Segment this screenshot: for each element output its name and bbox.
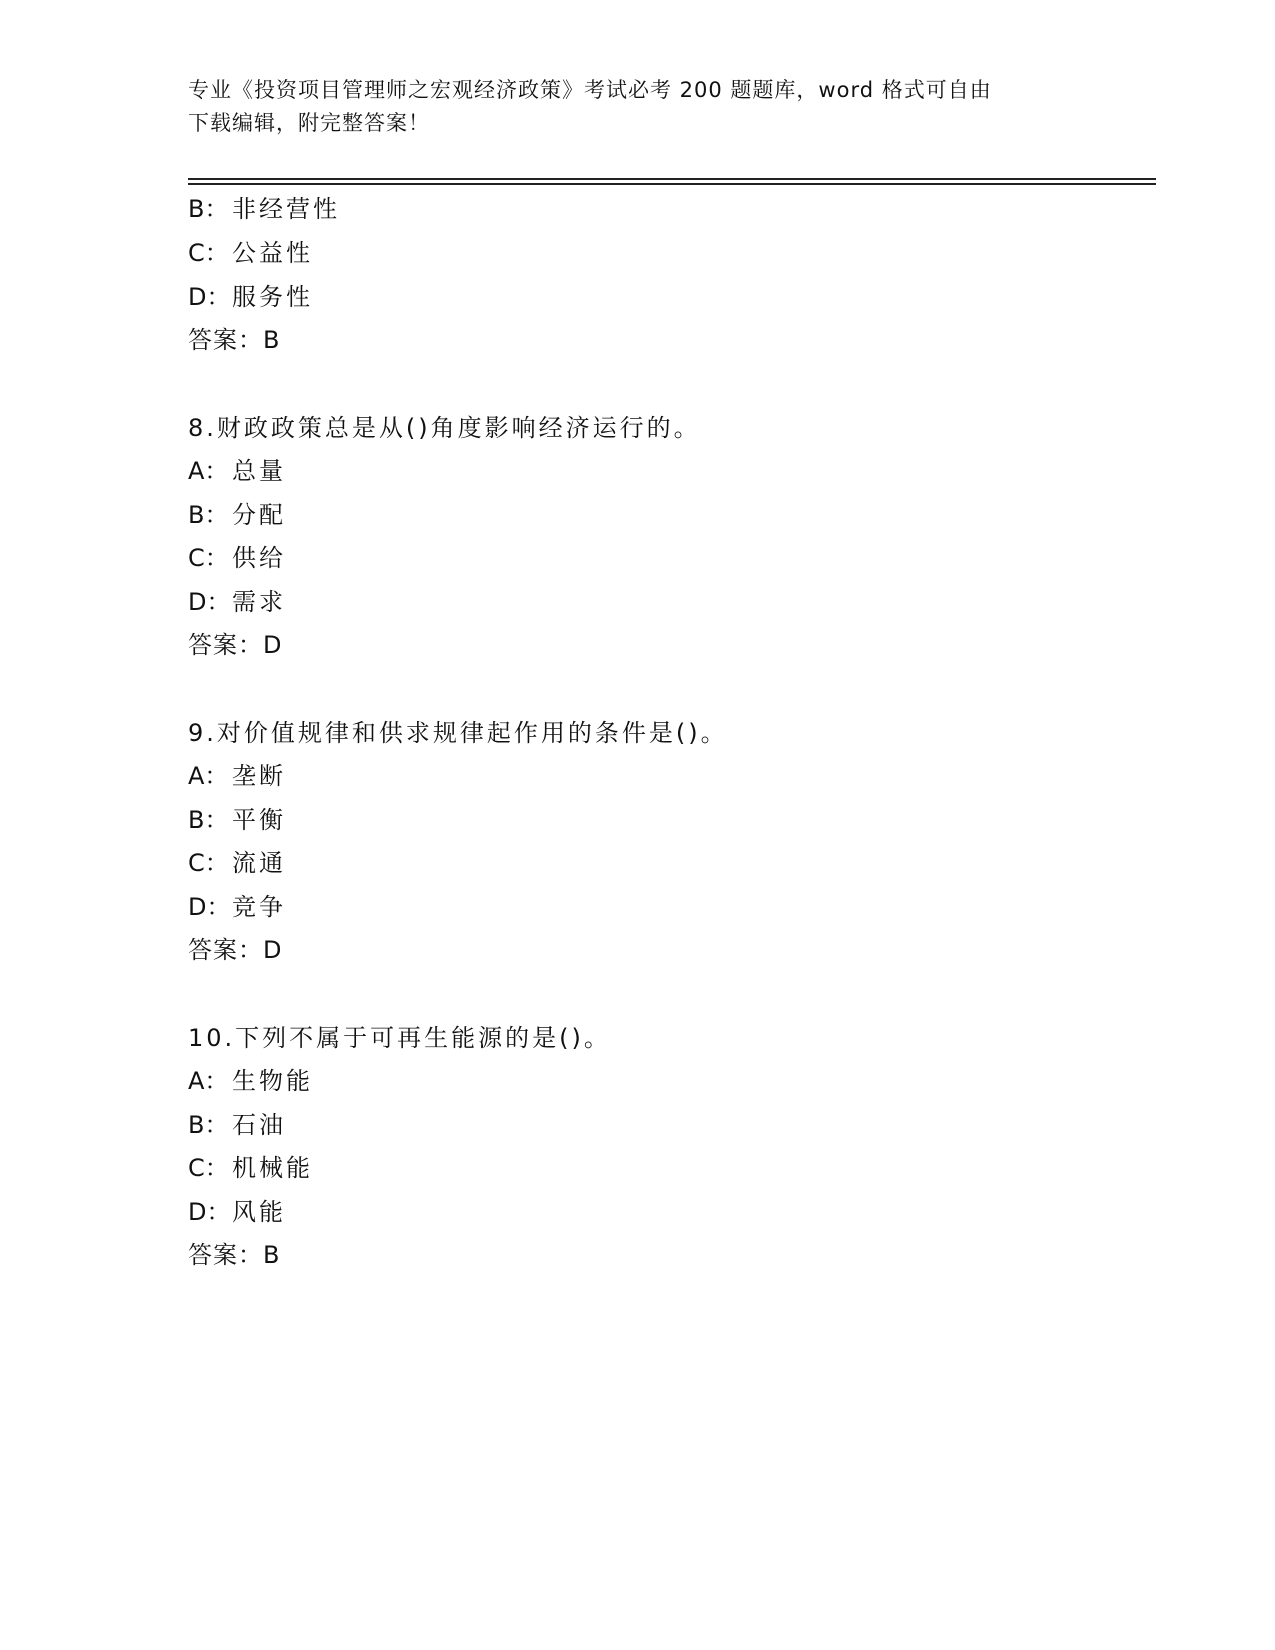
option-c [188, 543, 286, 573]
option-text: 公益性 [232, 239, 313, 267]
option-b [188, 1110, 286, 1140]
option-b [188, 805, 286, 835]
option-d [188, 892, 286, 922]
option-d [188, 282, 313, 312]
header-title-line-2: 下载编辑，附完整答案！ [188, 111, 430, 135]
question-stem: 8.财政政策总是从()角度影响经济运行的。 [188, 414, 701, 442]
option-letter: A： [188, 457, 229, 485]
answer-line: 答案：B [188, 326, 281, 354]
option-text: 垄断 [232, 762, 286, 790]
option-c [188, 238, 313, 268]
option-letter: D： [188, 283, 231, 311]
option-c [188, 1153, 313, 1183]
option-text: 流通 [232, 849, 286, 877]
answer-line: 答案：D [188, 631, 283, 659]
header-divider-bottom [188, 183, 1156, 185]
question-stem: 9.对价值规律和供求规律起作用的条件是()。 [188, 719, 728, 747]
option-letter: B： [188, 195, 229, 223]
option-a [188, 1066, 313, 1096]
option-letter: B： [188, 806, 229, 834]
option-text: 风能 [232, 1198, 286, 1226]
option-text: 平衡 [232, 806, 286, 834]
option-letter: B： [188, 501, 229, 529]
option-letter: D： [188, 1198, 231, 1226]
header-title-line-1: 专业《投资项目管理师之宏观经济政策》考试必考 200 题题库，word 格式可自由 [188, 78, 992, 102]
option-letter: C： [188, 239, 229, 267]
option-text: 非经营性 [232, 195, 340, 223]
option-d [188, 587, 286, 617]
option-d [188, 1197, 286, 1227]
option-letter: A： [188, 762, 229, 790]
option-letter: B： [188, 1111, 229, 1139]
option-text: 机械能 [232, 1154, 313, 1182]
option-text: 服务性 [232, 283, 313, 311]
answer-line: 答案：B [188, 1241, 281, 1269]
option-text: 分配 [232, 501, 286, 529]
option-a [188, 761, 286, 791]
option-b [188, 194, 340, 224]
option-text: 竞争 [232, 893, 286, 921]
option-text: 总量 [232, 457, 286, 485]
option-c [188, 848, 286, 878]
option-letter: C： [188, 849, 229, 877]
answer-line: 答案：D [188, 936, 283, 964]
option-text: 石油 [232, 1111, 286, 1139]
header-divider-top [188, 178, 1156, 180]
option-text: 生物能 [232, 1067, 313, 1095]
option-b [188, 500, 286, 530]
option-letter: C： [188, 1154, 229, 1182]
option-letter: A： [188, 1067, 229, 1095]
option-letter: D： [188, 588, 231, 616]
question-stem: 10.下列不属于可再生能源的是()。 [188, 1024, 611, 1052]
option-text: 供给 [232, 544, 286, 572]
option-a [188, 456, 286, 486]
document-header [188, 74, 1088, 140]
option-letter: C： [188, 544, 229, 572]
option-text: 需求 [232, 588, 286, 616]
option-letter: D： [188, 893, 231, 921]
